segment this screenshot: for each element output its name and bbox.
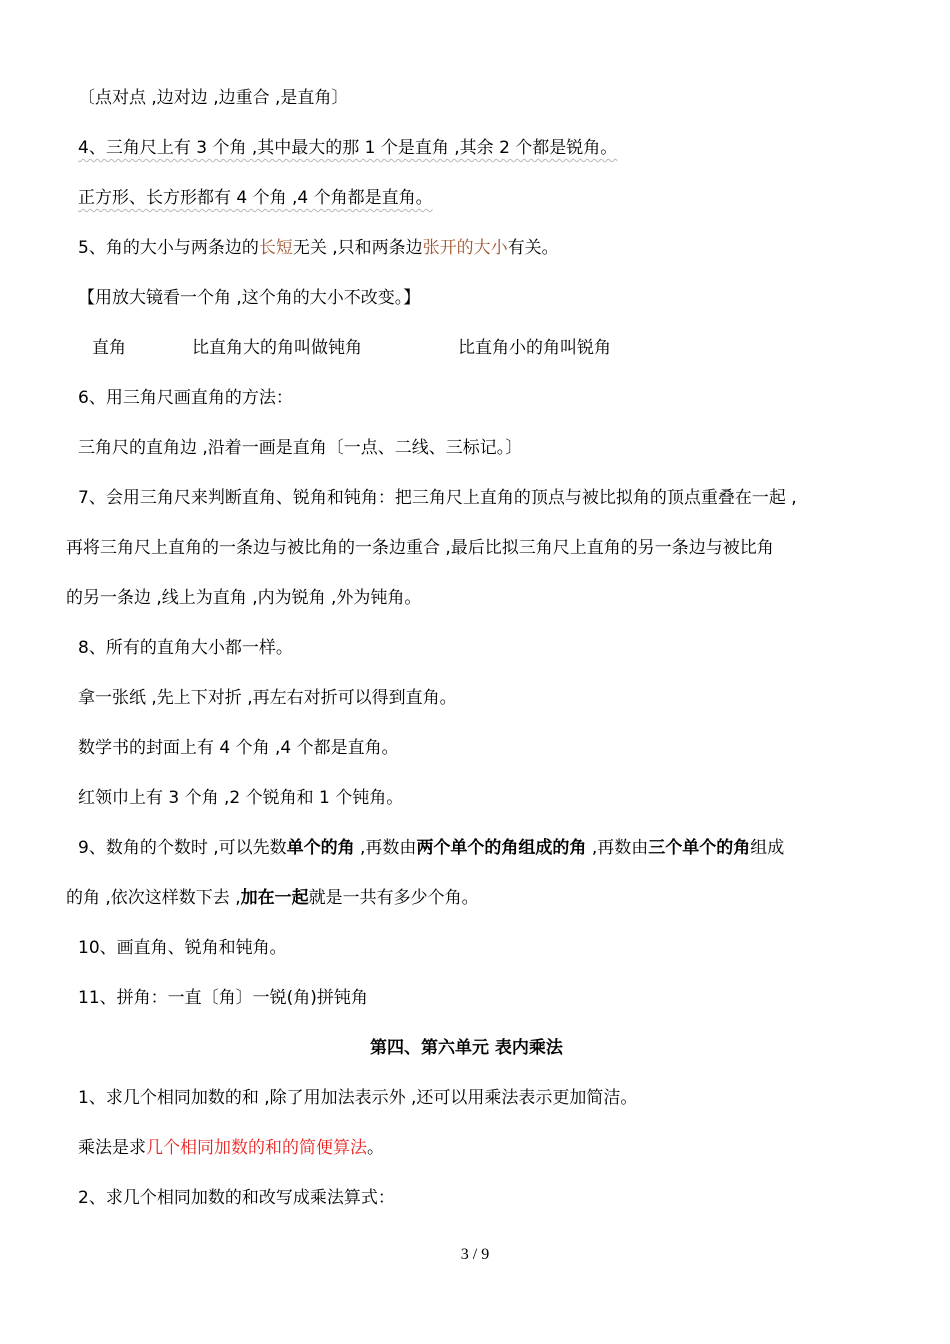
text-run: 。	[367, 1138, 384, 1158]
text-line: 10、画直角、锐角和钝角。	[78, 938, 287, 958]
text-line: 红领巾上有 3 个角 ,2 个锐角和 1 个钝角。	[78, 788, 404, 808]
text-line: 〔点对点 ,边对边 ,边重合 ,是直角〕	[78, 88, 349, 108]
bold-run: 加在一起	[240, 888, 309, 908]
text-line	[66, 886, 479, 910]
text-run: 9、数角的个数时 ,可以先数	[78, 838, 287, 858]
text-line: 4、三角尺上有 3 个角 ,其中最大的那 1 个是直角 ,其余 2 个都是锐角。	[78, 138, 618, 158]
bold-run: 两个单个的角组成的角	[416, 838, 587, 858]
text-line	[78, 1136, 384, 1160]
highlight-length: 长短	[258, 238, 293, 258]
label-obtuse-angle: 比直角大的角叫做钝角	[192, 338, 362, 358]
text-run: 有关。	[507, 238, 559, 258]
text-run: ,再数由	[586, 838, 649, 858]
text-run: 组成	[750, 838, 785, 858]
text-run: 就是一共有多少个角。	[308, 888, 479, 908]
text-run: 无关 ,只和两条边	[292, 238, 423, 258]
text-line: 的另一条边 ,线上为直角 ,内为锐角 ,外为钝角。	[66, 588, 422, 608]
bold-run: 三个单个的角	[648, 838, 751, 858]
text-line: 1、求几个相同加数的和 ,除了用加法表示外 ,还可以用乘法表示更加简洁。	[78, 1088, 638, 1108]
label-acute-angle: 比直角小的角叫锐角	[458, 338, 611, 358]
page-number: 3 / 9	[460, 1246, 490, 1263]
highlight-definition: 几个相同加数的和的简便算法	[146, 1138, 367, 1158]
text-run: 乘法是求	[78, 1138, 146, 1158]
section-heading: 第四、第六单元 表内乘法	[370, 1038, 563, 1058]
text-line: 再将三角尺上直角的一条边与被比角的一条边重合 ,最后比拟三角尺上直角的另一条边与被比角	[66, 538, 774, 558]
bold-run: 单个的角	[286, 838, 355, 858]
text-line: 7、会用三角尺来判断直角、锐角和钝角：把三角尺上直角的顶点与被比拟角的顶点重叠在一起 ,	[78, 488, 797, 508]
highlight-opening: 张开的大小	[422, 238, 508, 258]
text-line: 6、用三角尺画直角的方法：	[78, 388, 293, 408]
text-line	[78, 836, 784, 860]
text-line: 数学书的封面上有 4 个角 ,4 个都是直角。	[78, 738, 399, 758]
text-line	[78, 236, 559, 260]
text-line: 【用放大镜看一个角 ,这个角的大小不改变。】	[78, 288, 421, 308]
text-line: 拿一张纸 ,先上下对折 ,再左右对折可以得到直角。	[78, 688, 457, 708]
text-line: 正方形、长方形都有 4 个角 ,4 个角都是直角。	[78, 188, 433, 208]
text-run: 的角 ,依次这样数下去 ,	[66, 888, 241, 908]
label-right-angle: 直角	[92, 338, 126, 358]
text-run: ,再数由	[354, 838, 417, 858]
text-line: 2、求几个相同加数的和改写成乘法算式：	[78, 1188, 395, 1208]
text-line: 11、拼角：一直〔角〕一锐(角)拼钝角	[78, 988, 368, 1008]
text-line: 8、所有的直角大小都一样。	[78, 638, 293, 658]
text-run: 5、角的大小与两条边的	[78, 238, 259, 258]
text-line: 三角尺的直角边 ,沿着一画是直角〔一点、二线、三标记。〕	[78, 438, 523, 458]
